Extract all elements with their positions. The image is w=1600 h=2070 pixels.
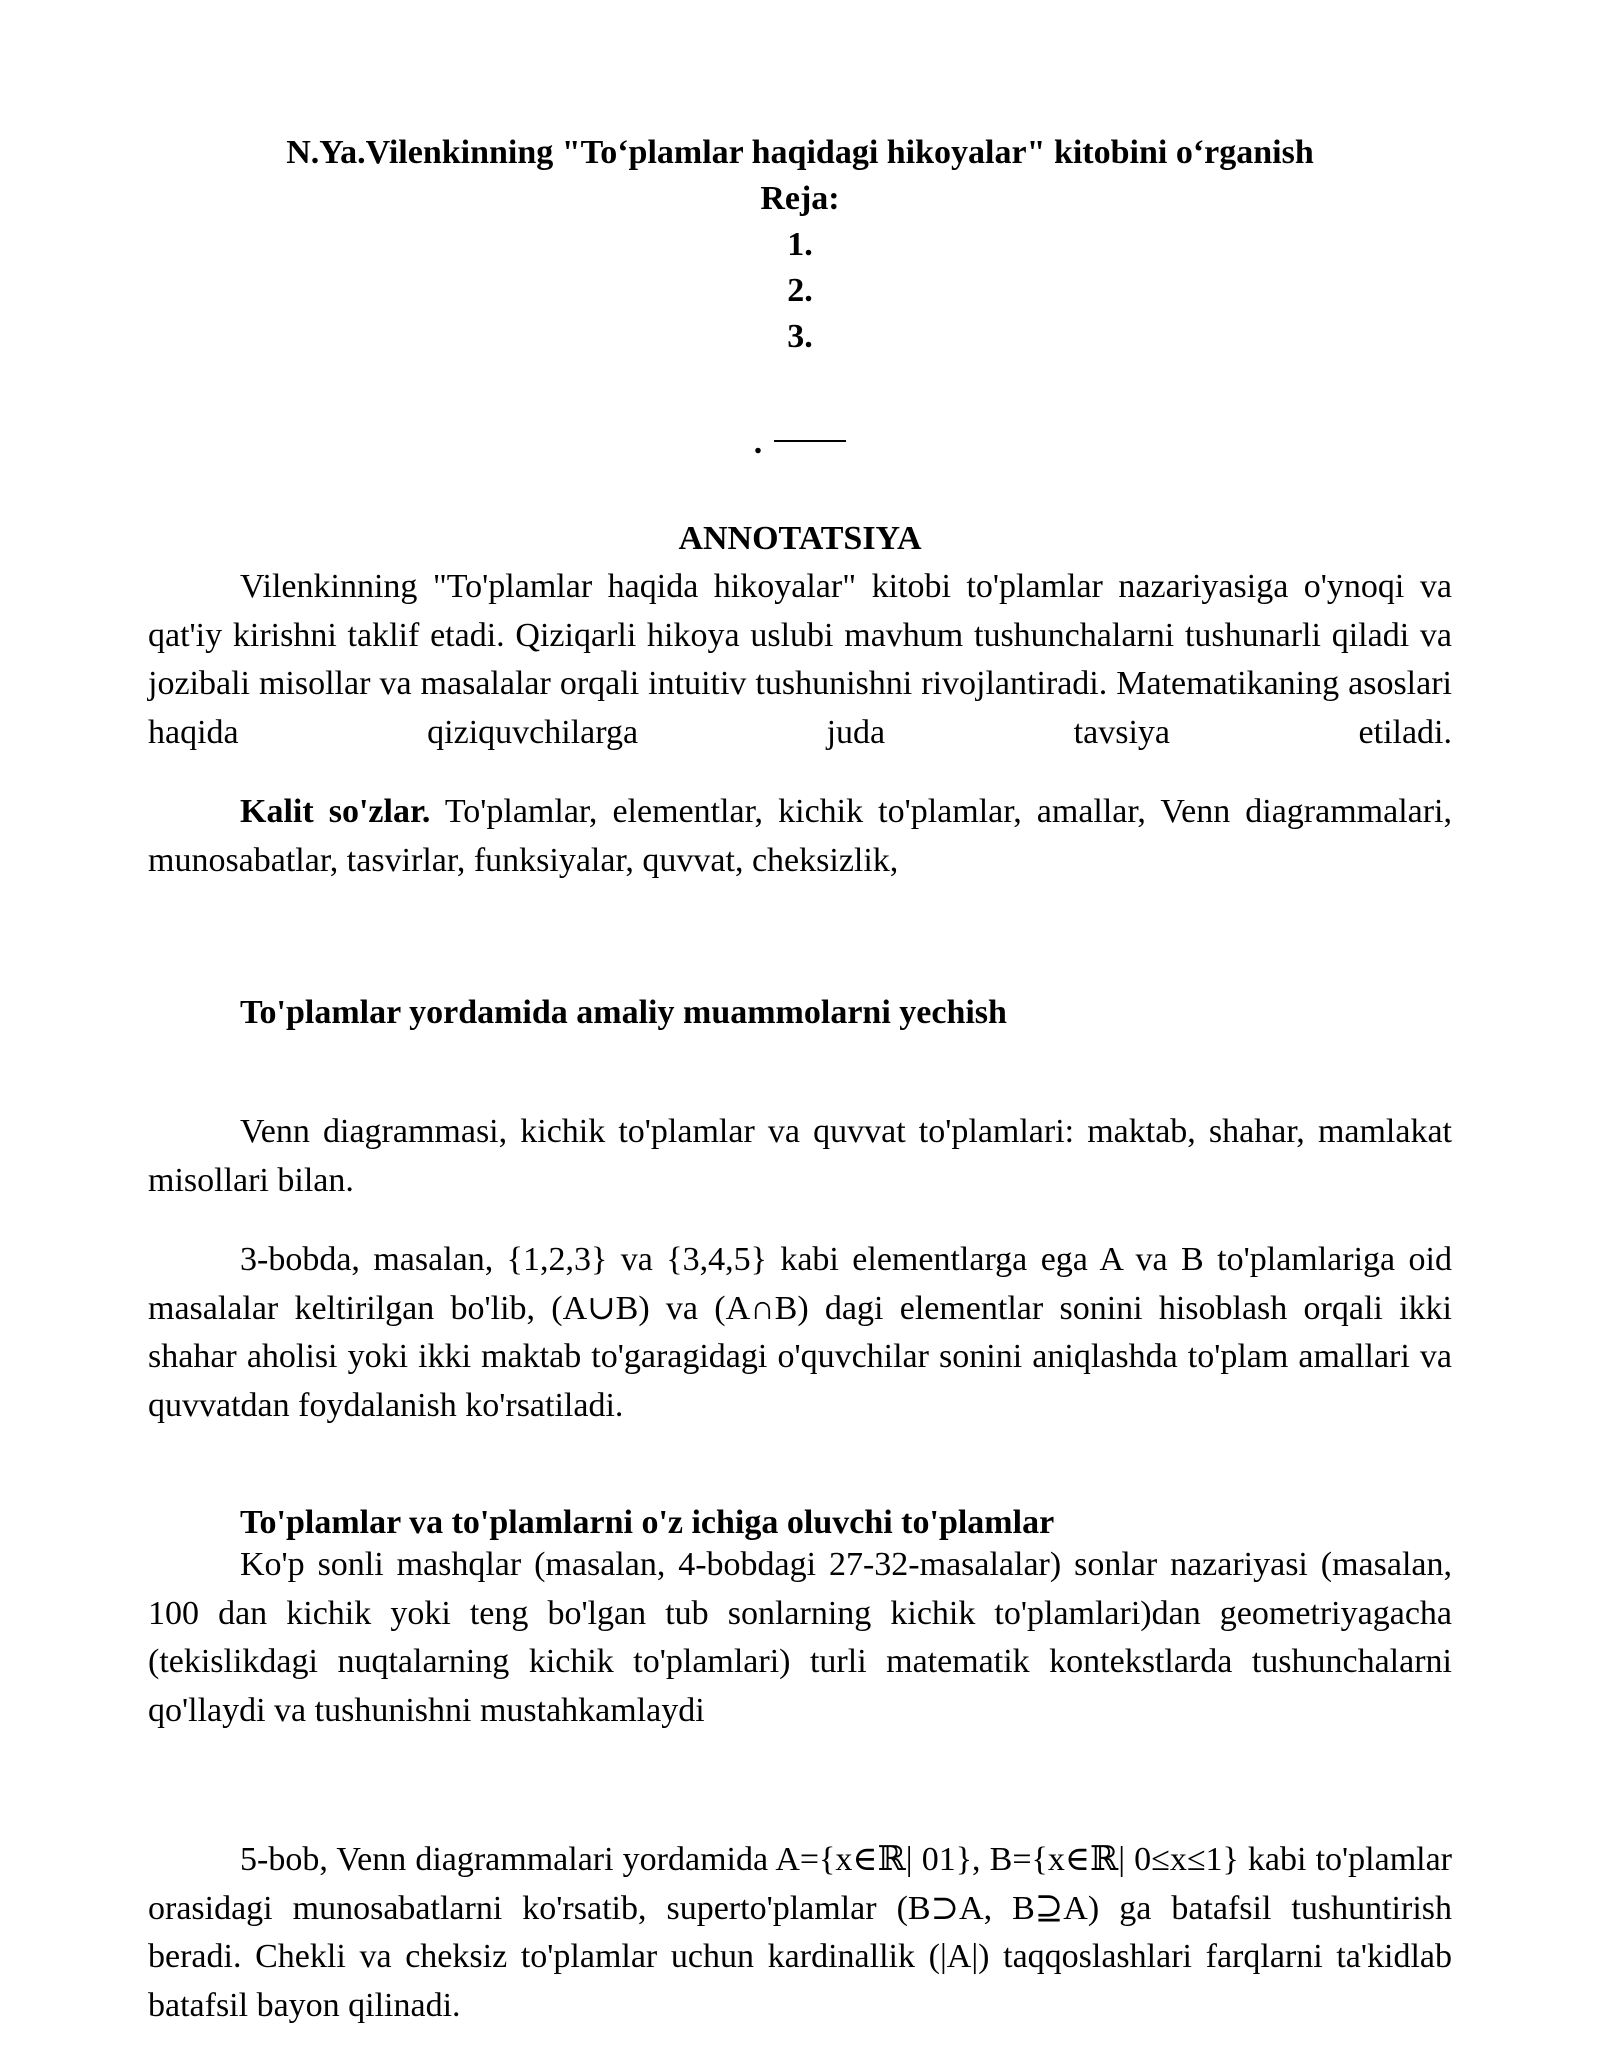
document-title: N.Ya.Vilenkinning "To‘plamlar haqidagi hikoyalar" kitobini o‘rganish: [286, 134, 1314, 171]
keywords-paragraph: [148, 788, 1452, 885]
section1-paragraph1: Venn diagrammasi, kichik to'plamlar va quvvat to'plamlari: maktab, shahar, mamlakat misollari bilan.: [148, 1113, 1452, 1199]
divider-rule: [774, 440, 846, 442]
plan-label: Reja:: [760, 180, 840, 217]
section2-paragraph2: 5-bob, Venn diagrammalari yordamida A={x∈ℝ| 01}, B={x∈ℝ| 0≤x≤1} kabi to'plamlar orasidagi munosabatlarni ko'rsatib, superto'plamlar (B⊃A, B⊇A) ga batafsil tushuntirish beradi. Chekli va cheksiz to'plamlar uchun kardinallik (|A|) taqqoslashlari farqlarni ta'kidlab batafsil bayon qilinadi.: [148, 1841, 1452, 2024]
annotation-heading: ANNOTATSIYA: [678, 520, 922, 557]
divider-dot: .: [753, 424, 763, 461]
annotation-paragraph: Vilenkinning "To'plamlar haqida hikoyalar" kitobi to'plamlar nazariyasiga o'ynoqi va qat'iy kirishni taklif etadi. Qiziqarli hikoya uslubi mavhum tushunchalarni tushunarli qiladi va jozibali misollar va masalalar orqali intuitiv tushunishni rivojlantiradi. Matematikaning asoslari haqida qiziquvchilarga juda tavsiya etiladi.: [148, 568, 1452, 751]
document-page: [148, 0, 1452, 2070]
keywords-label: Kalit so'zlar.: [240, 793, 431, 830]
section2-heading: To'plamlar va to'plamlarni o'z ichiga oluvchi to'plamlar: [240, 1504, 1055, 1541]
plan-item-3: 3.: [787, 318, 813, 355]
divider: [148, 420, 1452, 466]
plan-item-2: 2.: [787, 272, 813, 309]
section1-heading: To'plamlar yordamida amaliy muammolarni yechish: [240, 994, 1007, 1031]
plan-item-1: 1.: [787, 226, 813, 263]
keywords-text: To'plamlar, elementlar, kichik to'plamlar, amallar, Venn diagrammalari, munosabatlar, tasvirlar, funksiyalar, quvvat, cheksizlik,: [148, 793, 1452, 879]
section2-paragraph1: Ko'p sonli mashqlar (masalan, 4-bobdagi 27-32-masalalar) sonlar nazariyasi (masalan, 100 dan kichik yoki teng bo'lgan tub sonlarning kichik to'plamlari)dan geometriyagacha (tekislikdagi nuqtalarning kichik to'plamlari) turli matematik kontekstlarda tushunchalarni qo'llaydi va tushunishni mustahkamlaydi: [148, 1546, 1452, 1729]
section1-paragraph2: 3-bobda, masalan, {1,2,3} va {3,4,5} kabi elementlarga ega A va B to'plamlariga oid masalalar keltirilgan bo'lib, (A∪B) va (A∩B) dagi elementlar sonini hisoblash orqali ikki shahar aholisi yoki ikki maktab to'garagidagi o'quvchilar sonini aniqlashda to'plam amallari va quvvatdan foydalanish ko'rsatiladi.: [148, 1241, 1452, 1424]
